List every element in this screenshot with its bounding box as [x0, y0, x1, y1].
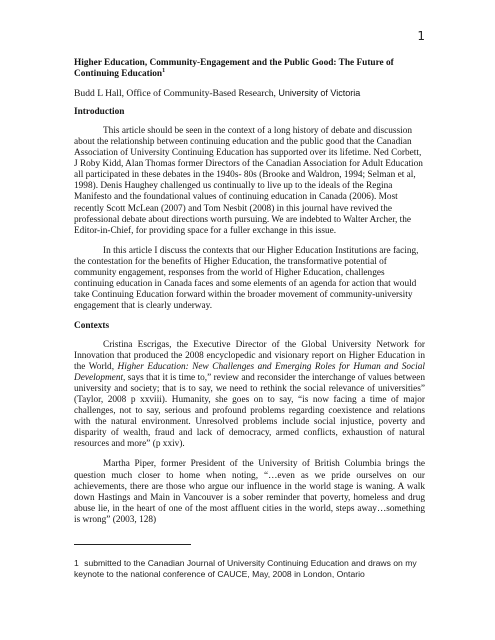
article-body: [74, 58, 425, 526]
introduction-paragraph-1: This article should be seen in the context of a long history of debate and discussion about the relationship between continuing education and the public good that the Canadian Association of University Continuing Education has supported over its lifetime. Ned Corbett, J Roby Kidd, Alan Thomas former Directors of the Canadian Association for Adult Education all participated in these debates in the 1940s- 80s (Brooke and Waldron, 1994; Selman et al, 1998). Denis Haughey challenged us continually to live up to the ideals of the Regina Manifesto and the foundational values of continuing education in Canada (2006). Most recently Scott McLean (2007) and Tom Nesbit (2008) in this journal have revived the professional debate about directions worth pursuing. We are indebted to Walter Archer, the Editor-in-Chief, for providing space for a fuller exchange in this issue.: [74, 126, 423, 236]
contexts-p1-report-title: Higher Education: New Challenges and Emerging Roles for Human and Social Development,: [74, 362, 425, 384]
footnote-text: submitted to the Canadian Journal of University Continuing Education and draws on my keynote to the national conference of CAUCE, May, 2008 in London, Ontario: [74, 558, 417, 580]
title-footnote-marker[interactable]: 1: [162, 68, 166, 75]
author-name: Budd L Hall, Office of Community-Based Research,: [74, 88, 279, 100]
contexts-paragraph-1: [74, 340, 425, 450]
page-number: 1: [417, 29, 425, 43]
contexts-p1-text-before: Cristina Escrigas, the Executive Director of the Global University Network for Innovation that produced the 2008 encyclopedic and visionary report on Higher Education in the World,: [74, 339, 425, 373]
author-line: [74, 88, 425, 99]
article-title-text: Higher Education, Community-Engagement and the Public Good: The Future of Continuing Education: [74, 58, 394, 80]
footnote: [74, 558, 434, 581]
author-institution: University of Victoria: [278, 88, 361, 99]
contexts-paragraph-2: Martha Piper, former President of the University of British Columbia brings the question much closer to home when noting, “…even as we pride ourselves on our achievements, there are those who argue our influence in the world stage is waning. A walk down Hastings and Main in Vancouver is a sober reminder that poverty, homeless and drug abuse lie, in the heart of one of the most affluent cities in the world, steps away…something is wrong” (2003, 128): [74, 459, 425, 525]
contexts-heading: Contexts: [74, 320, 110, 331]
introduction-heading: Introduction: [74, 107, 125, 118]
article-title: [74, 58, 425, 80]
footnote-marker: 1: [74, 558, 79, 568]
introduction-paragraph-2: In this article I discuss the contexts that our Higher Education Institutions are facing, the contestation for the benefits of Higher Education, the transformative potential of community engagement, responses from the world of Higher Education, challenges continuing education in Canada faces and some elements of an agenda for action that would take Continuing Education forward within the broader movement of community-university engagement that is clearly underway.: [74, 245, 419, 311]
footnote-separator: [74, 544, 191, 545]
contexts-p1-text-after: says that it is time to,” review and reconsider the interchange of values between university and society; that is to say, we need to rethink the social relevance of universities” (Taylor, 2008 p xxviii). Humanity, she goes on to say, “is now facing a time of major challenges, not to say, serious and profound problems regarding coexistence and relations with the natural environment. Unresolved problems include social injustice, poverty and disparity of wealth, fraud and lack of democracy, armed conflicts, exhaustion of natural resources and more” (p xxiv).: [74, 373, 425, 450]
